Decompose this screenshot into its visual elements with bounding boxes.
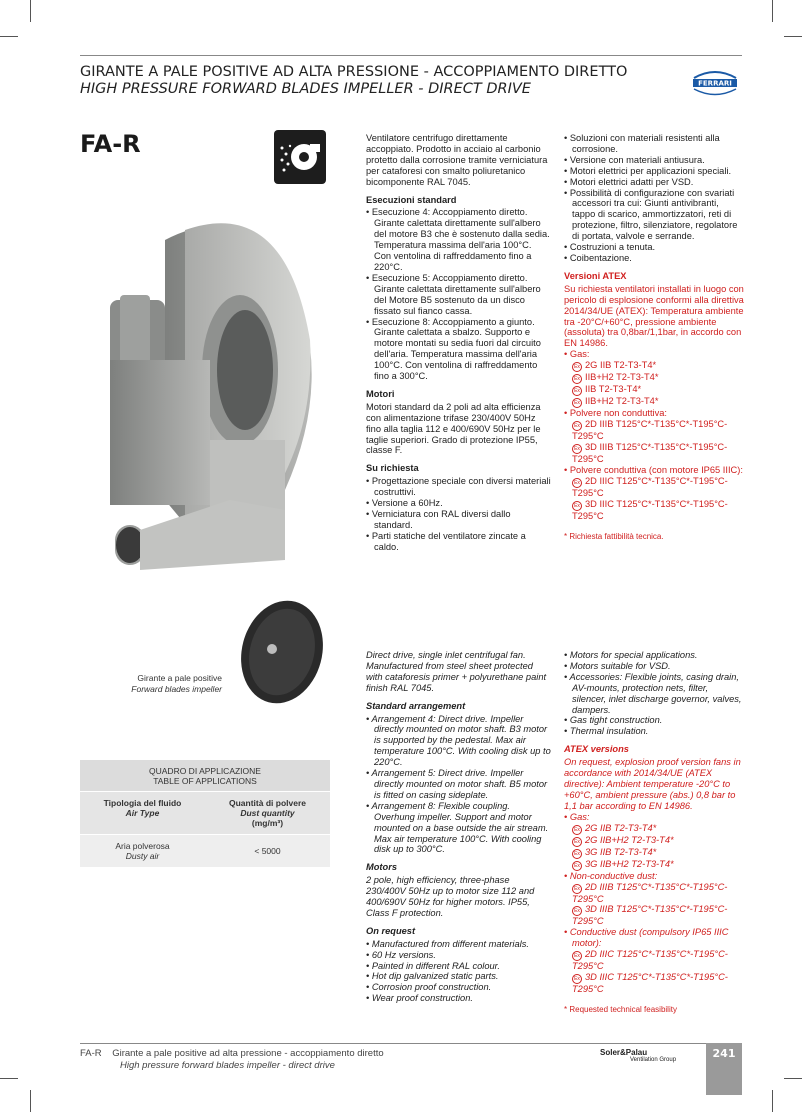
list-item: • Accessories: Flexible joints, casing drain, AV-mounts, protection nets, filter, silencer, inlet discharge governor, valves, dampers.	[564, 672, 744, 716]
list-item: • Parti statiche del ventilatore zincate a caldo.	[366, 531, 551, 553]
list-item	[564, 396, 744, 408]
col2-unit: (mg/m³)	[251, 818, 284, 828]
row-en: Dusty air	[125, 851, 160, 861]
dust-item: 2D IIIB T125°C*-T135°C*-T195°C-T295°C	[572, 881, 728, 904]
en-dust-nc-label: • Non-conductive dust:	[564, 871, 744, 882]
it-dust-nc-group	[564, 408, 744, 419]
ex-icon: Ex	[572, 421, 582, 431]
gas-item: 3G IIB+H2 T2-T3-T4*	[585, 858, 674, 869]
footer-code: FA-R	[80, 1048, 102, 1059]
ferrari-logo	[690, 66, 740, 100]
ex-icon: Ex	[572, 374, 582, 384]
list-item: • Motors for special applications.	[564, 650, 744, 661]
col2-en: Dust quantity	[240, 808, 295, 818]
row-it: Aria polverosa	[115, 841, 170, 851]
list-item: • Soluzioni con materiali resistenti alla corrosione.	[564, 133, 744, 155]
soler-palau-logo	[600, 1048, 676, 1063]
list-item	[564, 882, 744, 905]
ex-icon: Ex	[572, 974, 582, 984]
crop-mark	[772, 1090, 773, 1112]
impeller-caption	[131, 673, 222, 695]
list-item: • Esecuzione 8: Accoppiamento a giunto. Girante calettata a sbalzo. Supporto e motore montati su sedia fuori dal circuito dell'aria. Temperatura massima dell'aria 100°C. Con ventolina di raffreddamento fino a 300°C.	[366, 317, 551, 382]
ex-icon: Ex	[572, 884, 582, 894]
it-motors-text: Motori standard da 2 poli ad alta efficienza con alimentazione trifase 230/400V 50Hz fino alla taglia 112 e 400/690V 50Hz per le taglie superiori. Grado di protezione IP55, classe F.	[366, 401, 541, 456]
ex-icon: Ex	[572, 825, 582, 835]
list-item: • Gas tight construction.	[564, 715, 744, 726]
en-left-column	[366, 650, 551, 1004]
impeller-illustration	[230, 597, 330, 707]
impeller-caption-it: Girante a pale positive	[137, 673, 222, 683]
list-item: • Coibentazione.	[564, 253, 744, 264]
it-right-column	[564, 133, 744, 542]
list-item: • Motori elettrici per applicazioni speciali.	[564, 166, 744, 177]
gas-item: 2G IIB T2-T3-T4*	[585, 822, 657, 833]
svg-text:FERRARI: FERRARI	[698, 79, 732, 88]
it-intro: Ventilatore centrifugo direttamente accoppiato. Prodotto in acciaio al carbonio protetto dalla corrosione tramite verniciatura per cataforesi con smalto poliuretanico bicomponente RAL 7045.	[366, 133, 548, 187]
gas-item: 2G IIB T2-T3-T4*	[585, 360, 657, 371]
crop-mark	[0, 36, 18, 37]
it-dust-c-list	[564, 476, 744, 522]
ex-icon: Ex	[572, 398, 582, 408]
list-item	[564, 442, 744, 465]
it-atex-title: Versioni ATEX	[564, 270, 627, 281]
it-dust-c-group	[564, 465, 744, 476]
list-item	[564, 972, 744, 995]
it-atex-text: Su richiesta ventilatori installati in luogo con pericolo di esplosione conformi alla direttiva 2014/34/UE (ATEX): Temperatura ambiente tra -20°C/+60°C, pressione ambiente (assoluta) tra 0,8bar/1,1bar, in accordo con EN 14986.	[564, 283, 744, 349]
it-left-column	[366, 133, 551, 553]
en-options-list	[564, 650, 744, 737]
it-request-title: Su richiesta	[366, 463, 419, 474]
list-item	[564, 384, 744, 396]
list-item: • Esecuzione 5: Accoppiamento diretto. Girante calettata direttamente sull'albero del Motore B5 sostenuto da un disco fissato sul fianco cassa.	[366, 273, 551, 317]
fan-illustration	[110, 200, 325, 580]
dust-item: 3D IIIB T125°C*-T135°C*-T195°C-T295°C	[572, 904, 728, 927]
it-atex-list	[564, 349, 744, 360]
crop-mark	[0, 1078, 18, 1079]
ex-icon: Ex	[572, 362, 582, 372]
it-standard-title: Esecuzioni standard	[366, 194, 457, 205]
crop-mark	[30, 1090, 31, 1112]
en-gas-label: • Gas:	[564, 812, 744, 823]
model-title: FA-R	[80, 130, 141, 158]
en-gas-group	[564, 812, 744, 823]
list-item: • Verniciatura con RAL diversi dallo standard.	[366, 509, 551, 531]
ex-icon: Ex	[572, 906, 582, 916]
applications-table	[80, 760, 330, 867]
dust-item: 3D IIIB T125°C*-T135°C*-T195°C-T295°C	[572, 441, 728, 464]
list-item: • Possibilità di configurazione con svariati accessori tra cui: Giunti antivibranti, tappo di scarico, ammortizzatori, reti di protezione, filtro, silenziatore, regolatore di portata, valvole e serrande.	[564, 188, 744, 243]
en-dust-nc-group	[564, 871, 744, 882]
list-item	[564, 835, 744, 847]
impeller-caption-en: Forward blades impeller	[131, 684, 222, 694]
list-item: • Costruzioni a tenuta.	[564, 242, 744, 253]
it-standard-list	[366, 207, 551, 382]
list-item: • Esecuzione 4: Accoppiamento diretto. Girante calettata direttamente sull'albero del motore B3 che è sostenuto dalla sedia. Temperatura massima dell'aria 100°C. Con ventolina di raffreddamento fino a 220°C.	[366, 207, 551, 272]
list-item	[564, 949, 744, 972]
col2-it: Quantità di polvere	[229, 798, 306, 808]
ex-icon: Ex	[572, 861, 582, 871]
header-title-it: GIRANTE A PALE POSITIVE AD ALTA PRESSIONE - ACCOPPIAMENTO DIRETTO	[80, 64, 628, 80]
list-item	[564, 847, 744, 859]
col1-it: Tipologia del fluido	[103, 798, 182, 808]
list-item: • Progettazione speciale con diversi materiali costruttivi.	[366, 476, 551, 498]
table-cell-dust-quantity: < 5000	[205, 835, 330, 867]
en-intro: Direct drive, single inlet centrifugal fan. Manufactured from steel sheet protected with cataforesis primer + polyurethane paint finish RAL 7045.	[366, 650, 547, 693]
list-item: • Wear proof construction.	[366, 993, 551, 1004]
list-item: • Corrosion proof construction.	[366, 982, 551, 993]
list-item	[564, 499, 744, 522]
col1-en: Air Type	[125, 808, 160, 818]
table-col-air-type	[80, 792, 205, 834]
dust-item: 3D IIIC T125°C*-T135°C*-T195°C-T295°C	[572, 972, 728, 995]
it-gas-list	[564, 360, 744, 408]
it-options-list	[564, 133, 744, 264]
centrifugal-fan-icon	[274, 130, 326, 184]
gas-item: IIB+H2 T2-T3-T4*	[585, 396, 659, 407]
it-footnote: * Richiesta fattibilità tecnica.	[564, 531, 664, 541]
ex-icon: Ex	[572, 951, 582, 961]
list-item: • Hot dip galvanized static parts.	[366, 971, 551, 982]
table-header-row	[80, 791, 330, 834]
table-cell-air-type	[80, 835, 205, 867]
header-title-en: HIGH PRESSURE FORWARD BLADES IMPELLER - DIRECT DRIVE	[80, 81, 531, 97]
footer-rule	[80, 1043, 742, 1044]
page-number: 241	[706, 1043, 742, 1095]
list-item	[564, 419, 744, 442]
list-item	[564, 360, 744, 372]
en-dust-nc-list	[564, 882, 744, 928]
dust-item: 2D IIIB T125°C*-T135°C*-T195°C-T295°C	[572, 419, 728, 442]
en-dust-c-list	[564, 949, 744, 995]
en-motors-text: 2 pole, high efficiency, three-phase 230/400V 50Hz up to motor size 112 and 400/690V 50Hz for higher motors. IP55, Class F protection.	[366, 875, 535, 918]
it-dust-nc-list	[564, 419, 744, 465]
list-item: • Arrangement 8: Flexible coupling. Overhung impeller. Support and motor mounted on a base outside the air stream. Max air temperature 100°C. With cooling disk up to 300°C.	[366, 801, 551, 856]
ex-icon: Ex	[572, 444, 582, 454]
it-request-list	[366, 476, 551, 552]
dust-item: 3D IIIC T125°C*-T135°C*-T195°C-T295°C	[572, 498, 728, 521]
footer-text	[80, 1048, 384, 1072]
list-item: • Arrangement 5: Direct drive. Impeller directly mounted on motor shaft. B5 motor is fitted on casing sideplate.	[366, 768, 551, 801]
list-item	[564, 372, 744, 384]
brand-sub: Ventilation Group	[630, 1057, 677, 1063]
table-col-dust-quantity	[205, 792, 330, 834]
list-item	[564, 476, 744, 499]
list-item: • Manufactured from different materials.	[366, 939, 551, 950]
table-title-it: QUADRO DI APPLICAZIONE	[149, 766, 261, 776]
dust-item: 2D IIIC T125°C*-T135°C*-T195°C-T295°C	[572, 475, 728, 498]
en-motors-title: Motors	[366, 862, 397, 873]
it-motors-title: Motori	[366, 388, 395, 399]
list-item	[564, 823, 744, 835]
ex-icon: Ex	[572, 849, 582, 859]
header-rule	[80, 55, 742, 56]
gas-item: IIB T2-T3-T4*	[585, 384, 642, 395]
gas-item: 2G IIB+H2 T2-T3-T4*	[585, 834, 674, 845]
ex-icon: Ex	[572, 386, 582, 396]
ex-icon: Ex	[572, 501, 582, 511]
crop-mark	[30, 0, 31, 22]
gas-item: IIB+H2 T2-T3-T4*	[585, 372, 659, 383]
en-atex-title: ATEX versions	[564, 744, 629, 755]
table-row	[80, 834, 330, 867]
ex-icon: Ex	[572, 837, 582, 847]
en-right-column	[564, 650, 744, 1016]
gas-item: 3G IIB T2-T3-T4*	[585, 846, 657, 857]
list-item: • Thermal insulation.	[564, 726, 744, 737]
table-title	[80, 760, 330, 791]
list-item: • Painted in different RAL colour.	[366, 961, 551, 972]
en-standard-list	[366, 714, 551, 856]
brand-name: Soler&Palau	[600, 1048, 648, 1057]
en-request-title: On request	[366, 925, 416, 936]
list-item: • Versione con materiali antiusura.	[564, 155, 744, 166]
list-item	[564, 904, 744, 927]
it-dust-c-label: • Polvere conduttiva (con motore IP65 IIIC):	[564, 465, 744, 476]
en-request-list	[366, 939, 551, 1004]
footer-text-en: High pressure forward blades impeller - direct drive	[120, 1060, 335, 1071]
list-item: • Arrangement 4: Direct drive. Impeller directly mounted on motor shaft. B3 motor is supported by the pedestal. Max air temperature 100°C. With cooling disk up to 220°C.	[366, 714, 551, 769]
list-item: • Motori elettrici adatti per VSD.	[564, 177, 744, 188]
crop-mark	[784, 1078, 802, 1079]
en-atex-text: On request, explosion proof version fans in accordance with 2014/34/UE (ATEX directive): Ambient temperature -20°C to +60°C, ambient pressure (abs.) 0,8 bar to 1,1 bar according to EN 14986.	[564, 757, 741, 811]
ex-icon: Ex	[572, 478, 582, 488]
it-gas-label: • Gas:	[564, 349, 744, 360]
list-item: • Motors suitable for VSD.	[564, 661, 744, 672]
dust-item: 2D IIIC T125°C*-T135°C*-T195°C-T295°C	[572, 949, 728, 972]
en-footnote: * Requested technical feasibility	[564, 1004, 677, 1014]
en-standard-title: Standard arrangement	[366, 700, 466, 711]
list-item: • Versione a 60Hz.	[366, 498, 551, 509]
list-item	[564, 859, 744, 871]
en-gas-list	[564, 823, 744, 871]
footer-text-it: Girante a pale positive ad alta pressione - accoppiamento diretto	[112, 1048, 384, 1059]
crop-mark	[772, 0, 773, 22]
list-item: • 60 Hz versions.	[366, 950, 551, 961]
table-title-en: TABLE OF APPLICATIONS	[153, 776, 257, 786]
en-dust-c-label: • Conductive dust (compulsory IP65 IIIC motor):	[564, 927, 744, 949]
it-dust-nc-label: • Polvere non conduttiva:	[564, 408, 744, 419]
en-dust-c-group	[564, 927, 744, 949]
crop-mark	[784, 36, 802, 37]
